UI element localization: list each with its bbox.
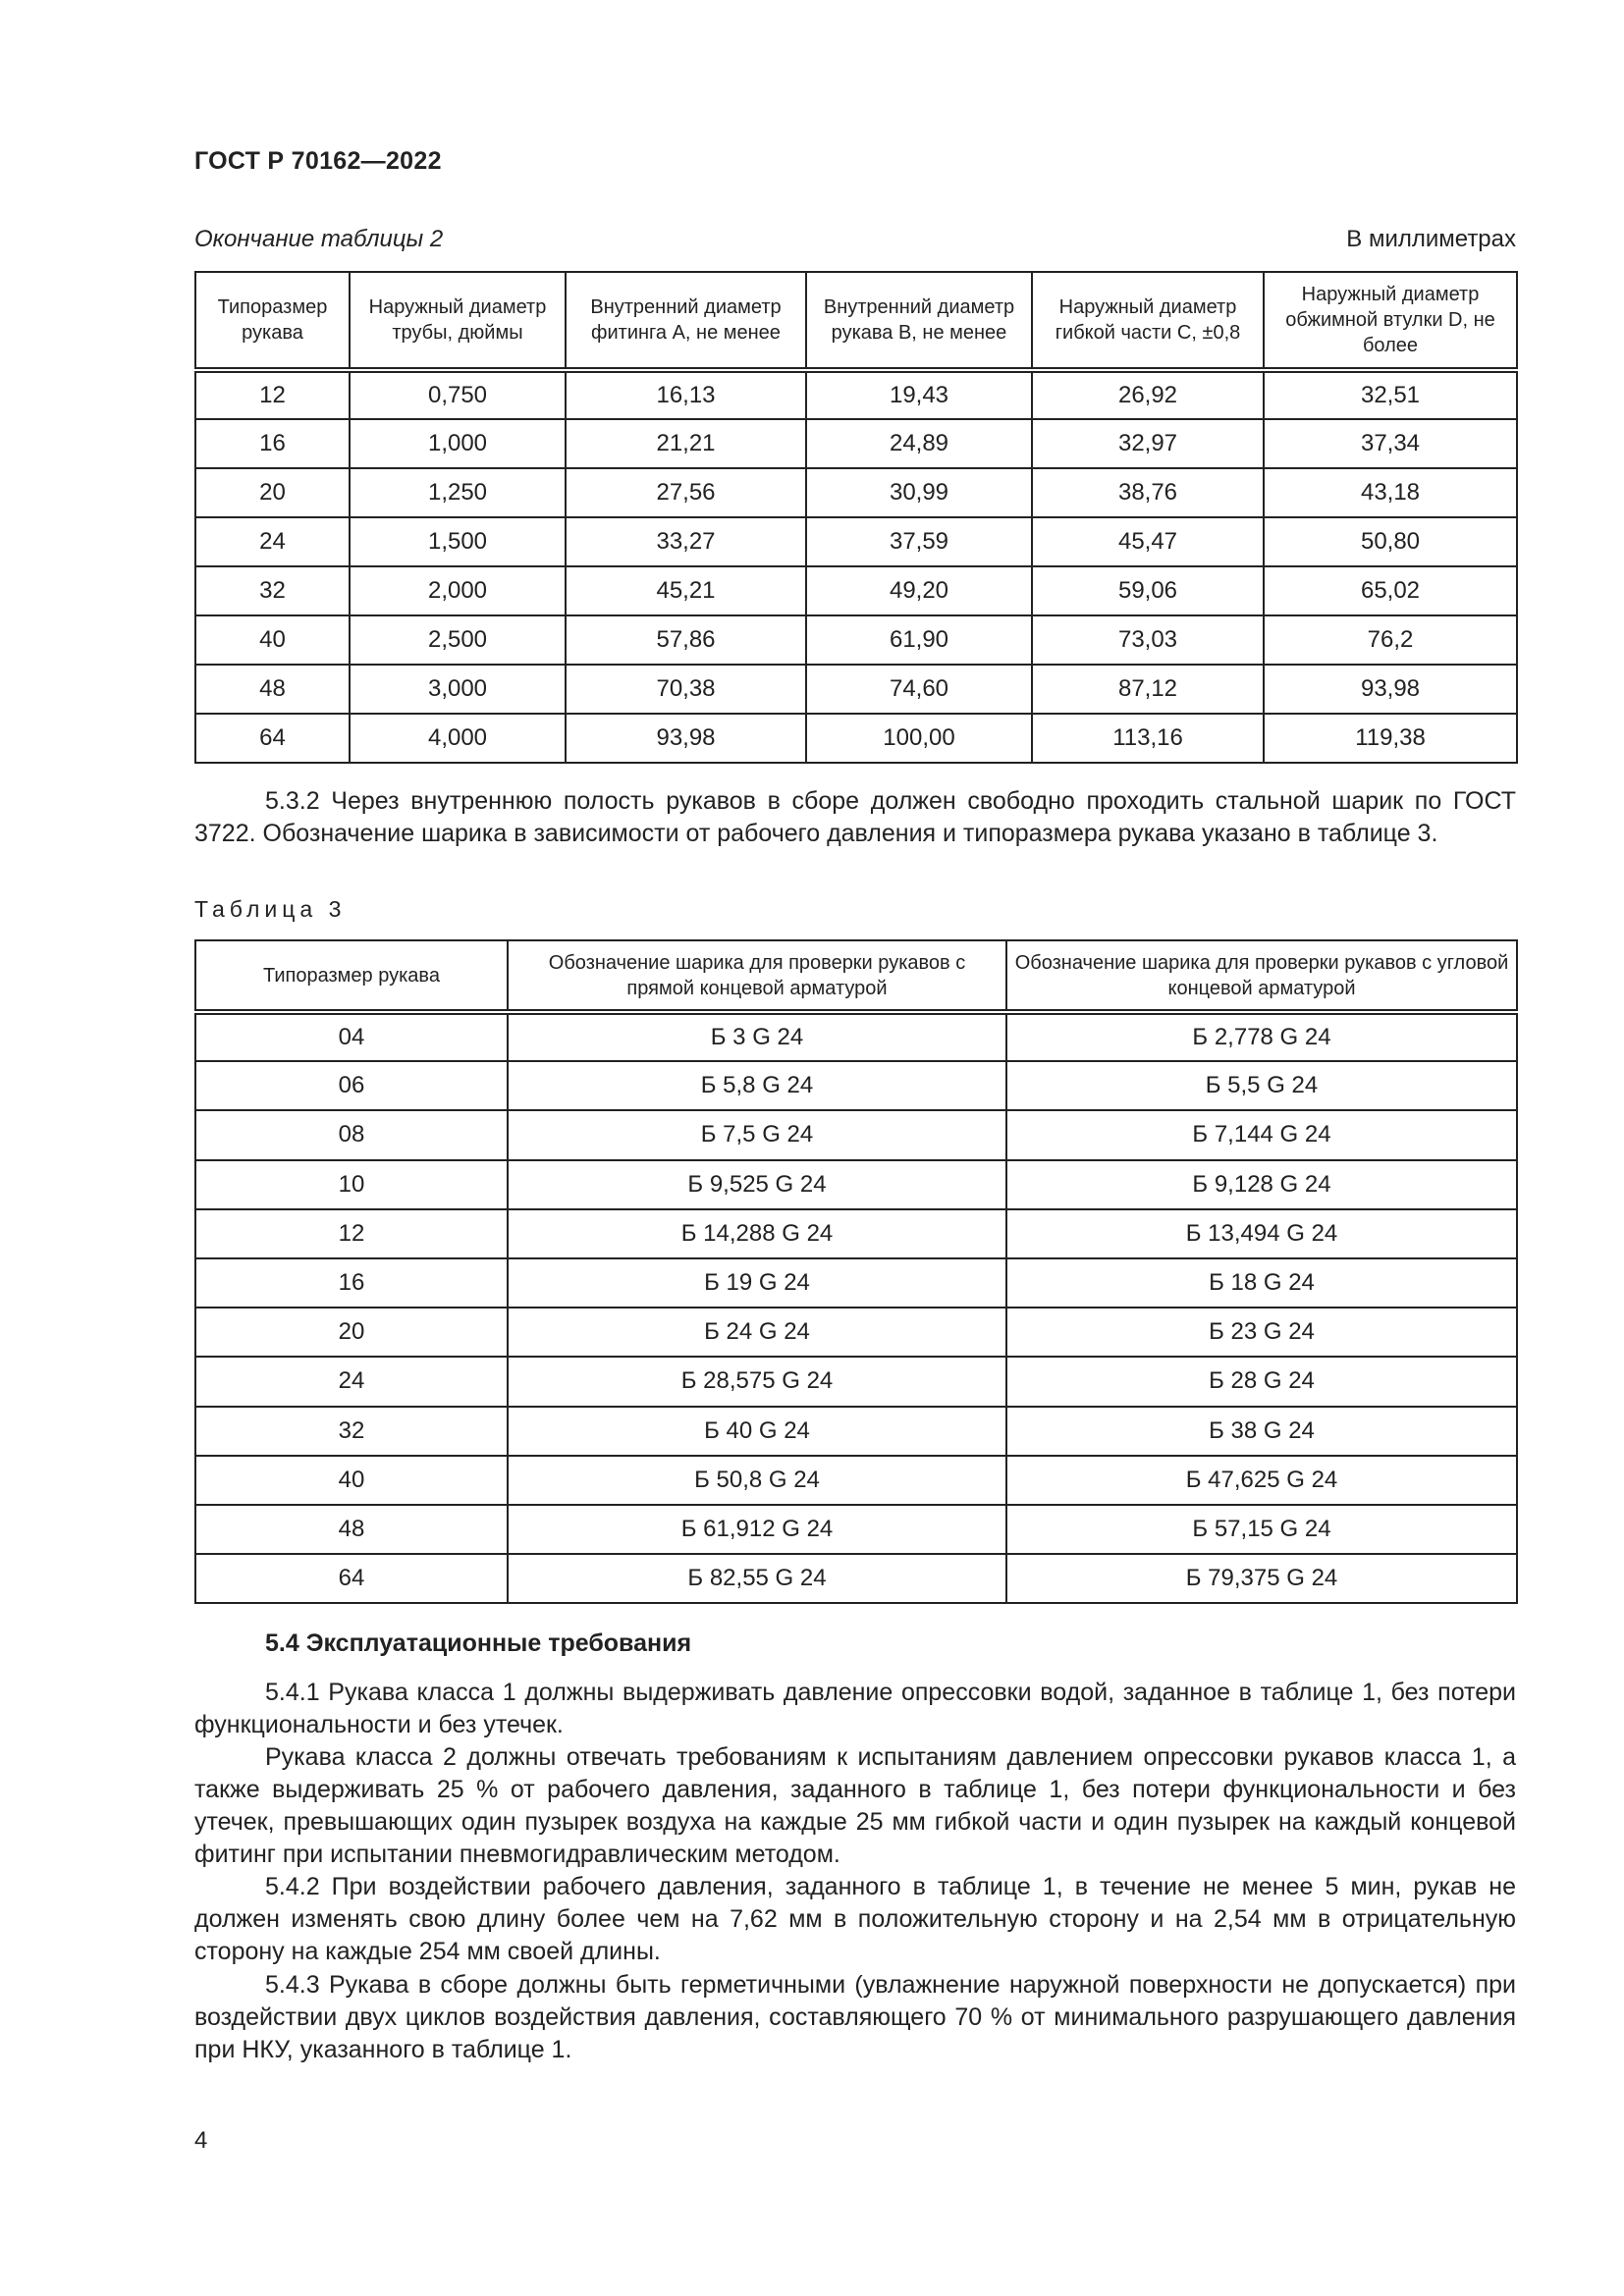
table3-row-cell: 48 — [195, 1505, 508, 1554]
table2-header-row — [195, 272, 1517, 370]
table3-row — [195, 1012, 1517, 1061]
table2 — [194, 271, 1518, 764]
table3-row-cell: Б 9,128 G 24 — [1006, 1160, 1517, 1209]
table2-header-cell: Наружный диаметр обжимной втулки D, не более — [1264, 272, 1517, 370]
table2-row-cell: 37,34 — [1264, 419, 1517, 468]
table3-row-cell: Б 18 G 24 — [1006, 1258, 1517, 1308]
table3-row-cell: 64 — [195, 1554, 508, 1603]
table2-row — [195, 419, 1517, 468]
table3-row-cell: Б 2,778 G 24 — [1006, 1012, 1517, 1061]
table2-row — [195, 468, 1517, 517]
table2-row — [195, 615, 1517, 665]
table3-row-cell: 12 — [195, 1209, 508, 1258]
table3-row-cell: Б 24 G 24 — [508, 1308, 1006, 1357]
section-5-4-title: 5.4 Эксплуатационные требования — [265, 1629, 692, 1657]
table2-row-cell: 16 — [195, 419, 350, 468]
paragraph-5-4-2-text: 5.4.2 При воздействии рабочего давления, заданного в таблице 1, в течение не менее 5 мин, рукав не должен изменять свою длину более чем на 7,62 мм в положительную сторону и на 2,54 мм в отрицательную сторону на каждые 254 мм своей длины. — [194, 1873, 1516, 1965]
table3-row-cell: Б 23 G 24 — [1006, 1308, 1517, 1357]
table3-row-cell: Б 79,375 G 24 — [1006, 1554, 1517, 1603]
table3-row-cell: Б 40 G 24 — [508, 1407, 1006, 1456]
table2-row-cell: 4,000 — [350, 714, 566, 763]
table2-row-cell: 3,000 — [350, 665, 566, 714]
page-number: 4 — [194, 2127, 208, 2154]
paragraph-5-3-2-text: 5.3.2 Через внутреннюю полость рукавов в сборе должен свободно проходить стальной шарик по ГОСТ 3722. Обозначение шарика в зависимости от рабочего давления и типоразмера рукава указано в таблице 3. — [194, 787, 1516, 847]
table3-row-cell: Б 14,288 G 24 — [508, 1209, 1006, 1258]
table2-row-cell: 59,06 — [1032, 566, 1264, 615]
table3-row — [195, 1061, 1517, 1110]
table3-row-cell: 10 — [195, 1160, 508, 1209]
paragraph-5-4-3 — [194, 1969, 1516, 2066]
table3-row-cell: 06 — [195, 1061, 508, 1110]
table2-row — [195, 566, 1517, 615]
table3-row — [195, 1554, 1517, 1603]
table3-row-cell: Б 7,5 G 24 — [508, 1110, 1006, 1159]
table3-row-cell: Б 82,55 G 24 — [508, 1554, 1006, 1603]
table2-row-cell: 70,38 — [566, 665, 806, 714]
table3-row-cell: Б 57,15 G 24 — [1006, 1505, 1517, 1554]
table2-body — [195, 370, 1517, 763]
table3-row-cell: Б 19 G 24 — [508, 1258, 1006, 1308]
table2-row-cell: 2,500 — [350, 615, 566, 665]
table2-row-cell: 40 — [195, 615, 350, 665]
table2-row-cell: 26,92 — [1032, 370, 1264, 419]
paragraph-5-3-2 — [194, 785, 1516, 850]
table2-row-cell: 24 — [195, 517, 350, 566]
table2-row-cell: 12 — [195, 370, 350, 419]
table3-header-cell: Обозначение шарика для проверки рукавов с угловой концевой арматурой — [1006, 940, 1517, 1012]
table2-header-cell: Наружный диаметр трубы, дюймы — [350, 272, 566, 370]
table3-row-cell: Б 50,8 G 24 — [508, 1456, 1006, 1505]
table3-caption: Таблица 3 — [194, 896, 347, 922]
table3-header-cell: Обозначение шарика для проверки рукавов с прямой концевой арматурой — [508, 940, 1006, 1012]
table2-row-cell: 33,27 — [566, 517, 806, 566]
table2-header-cell: Наружный диаметр гибкой части C, ±0,8 — [1032, 272, 1264, 370]
table3-row — [195, 1456, 1517, 1505]
table3-row-cell: 04 — [195, 1012, 508, 1061]
table3-row — [195, 1505, 1517, 1554]
table2-row-cell: 74,60 — [806, 665, 1032, 714]
table2-row-cell: 45,47 — [1032, 517, 1264, 566]
table2-row-cell: 2,000 — [350, 566, 566, 615]
table2-row-cell: 32,51 — [1264, 370, 1517, 419]
table2-row-cell: 87,12 — [1032, 665, 1264, 714]
table3-row — [195, 1160, 1517, 1209]
table3-row-cell: Б 38 G 24 — [1006, 1407, 1517, 1456]
paragraph-5-4-1-class2 — [194, 1741, 1516, 1871]
table2-units: В миллиметрах — [1346, 226, 1516, 252]
table2-row-cell: 64 — [195, 714, 350, 763]
table2-row-cell: 119,38 — [1264, 714, 1517, 763]
table3-row — [195, 1110, 1517, 1159]
table3-row-cell: Б 5,8 G 24 — [508, 1061, 1006, 1110]
table2-row-cell: 16,13 — [566, 370, 806, 419]
table2-row-cell: 50,80 — [1264, 517, 1517, 566]
paragraph-5-4-3-text: 5.4.3 Рукава в сборе должны быть герметичными (увлажнение наружной поверхности не допускается) при воздействии двух циклов воздействия давления, составляющего 70 % от минимального разрушающего давления при НКУ, указанного в таблице 1. — [194, 1971, 1516, 2063]
table3-row-cell: Б 28 G 24 — [1006, 1357, 1517, 1406]
table2-row — [195, 714, 1517, 763]
table2-row-cell: 61,90 — [806, 615, 1032, 665]
table3-row-cell: 16 — [195, 1258, 508, 1308]
table3-row-cell: Б 13,494 G 24 — [1006, 1209, 1517, 1258]
table2-row-cell: 21,21 — [566, 419, 806, 468]
table2-row-cell: 73,03 — [1032, 615, 1264, 665]
table3 — [194, 939, 1518, 1604]
table3-row — [195, 1209, 1517, 1258]
table2-row-cell: 30,99 — [806, 468, 1032, 517]
table2-header-cell: Типоразмер рукава — [195, 272, 350, 370]
table3-row-cell: 32 — [195, 1407, 508, 1456]
table2-row — [195, 517, 1517, 566]
table3-row — [195, 1258, 1517, 1308]
table2-row — [195, 370, 1517, 419]
table2-row-cell: 76,2 — [1264, 615, 1517, 665]
table3-body — [195, 1012, 1517, 1603]
table2-row-cell: 93,98 — [566, 714, 806, 763]
table2-row-cell: 43,18 — [1264, 468, 1517, 517]
table2-row-cell: 32 — [195, 566, 350, 615]
table2-row-cell: 113,16 — [1032, 714, 1264, 763]
table2-row-cell: 93,98 — [1264, 665, 1517, 714]
table3-row-cell: Б 61,912 G 24 — [508, 1505, 1006, 1554]
table2-row-cell: 24,89 — [806, 419, 1032, 468]
table3-row-cell: Б 47,625 G 24 — [1006, 1456, 1517, 1505]
table2-row-cell: 65,02 — [1264, 566, 1517, 615]
table3-row-cell: 08 — [195, 1110, 508, 1159]
table3-row — [195, 1407, 1517, 1456]
table2-row-cell: 48 — [195, 665, 350, 714]
table3-row-cell: Б 3 G 24 — [508, 1012, 1006, 1061]
table2-row-cell: 37,59 — [806, 517, 1032, 566]
table3-row-cell: Б 28,575 G 24 — [508, 1357, 1006, 1406]
paragraph-5-4-1-class2-text: Рукава класса 2 должны отвечать требованиям к испытаниям давлением опрессовки рукавов класса 1, а также выдерживать 25 % от рабочего давления, заданного в таблице 1, без потери функциональности и без утечек, превышающих один пузырек воздуха на каждые 25 мм гибкой части и один пузырек на каждый концевой фитинг при испытании пневмогидравлическим методом. — [194, 1743, 1516, 1868]
table3-row — [195, 1357, 1517, 1406]
paragraph-5-4-1 — [194, 1677, 1516, 1741]
paragraph-5-4-1-text: 5.4.1 Рукава класса 1 должны выдерживать давление опрессовки водой, заданное в таблице 1, без потери функциональности и без утечек. — [194, 1679, 1516, 1738]
document-code-header: ГОСТ Р 70162—2022 — [194, 147, 442, 175]
table3-header-row — [195, 940, 1517, 1012]
table2-row-cell: 1,000 — [350, 419, 566, 468]
table2-header-cell: Внутренний диаметр фитинга A, не менее — [566, 272, 806, 370]
table2-row-cell: 0,750 — [350, 370, 566, 419]
table2-row-cell: 32,97 — [1032, 419, 1264, 468]
table2-row-cell: 100,00 — [806, 714, 1032, 763]
table2-row-cell: 1,500 — [350, 517, 566, 566]
table2-row-cell: 20 — [195, 468, 350, 517]
table2-row — [195, 665, 1517, 714]
table3-row-cell: 40 — [195, 1456, 508, 1505]
table2-header-cell: Внутренний диаметр рукава B, не менее — [806, 272, 1032, 370]
table3-row-cell: Б 5,5 G 24 — [1006, 1061, 1517, 1110]
table2-row-cell: 45,21 — [566, 566, 806, 615]
table3-row-cell: Б 7,144 G 24 — [1006, 1110, 1517, 1159]
table2-row-cell: 49,20 — [806, 566, 1032, 615]
table3-row — [195, 1308, 1517, 1357]
table2-row-cell: 27,56 — [566, 468, 806, 517]
table2-row-cell: 1,250 — [350, 468, 566, 517]
table2-row-cell: 38,76 — [1032, 468, 1264, 517]
table2-caption: Окончание таблицы 2 — [194, 226, 444, 252]
table3-row-cell: 20 — [195, 1308, 508, 1357]
paragraph-5-4-2 — [194, 1871, 1516, 1968]
table3-header-cell: Типоразмер рукава — [195, 940, 508, 1012]
table3-row-cell: Б 9,525 G 24 — [508, 1160, 1006, 1209]
table2-row-cell: 57,86 — [566, 615, 806, 665]
table2-row-cell: 19,43 — [806, 370, 1032, 419]
table3-row-cell: 24 — [195, 1357, 508, 1406]
